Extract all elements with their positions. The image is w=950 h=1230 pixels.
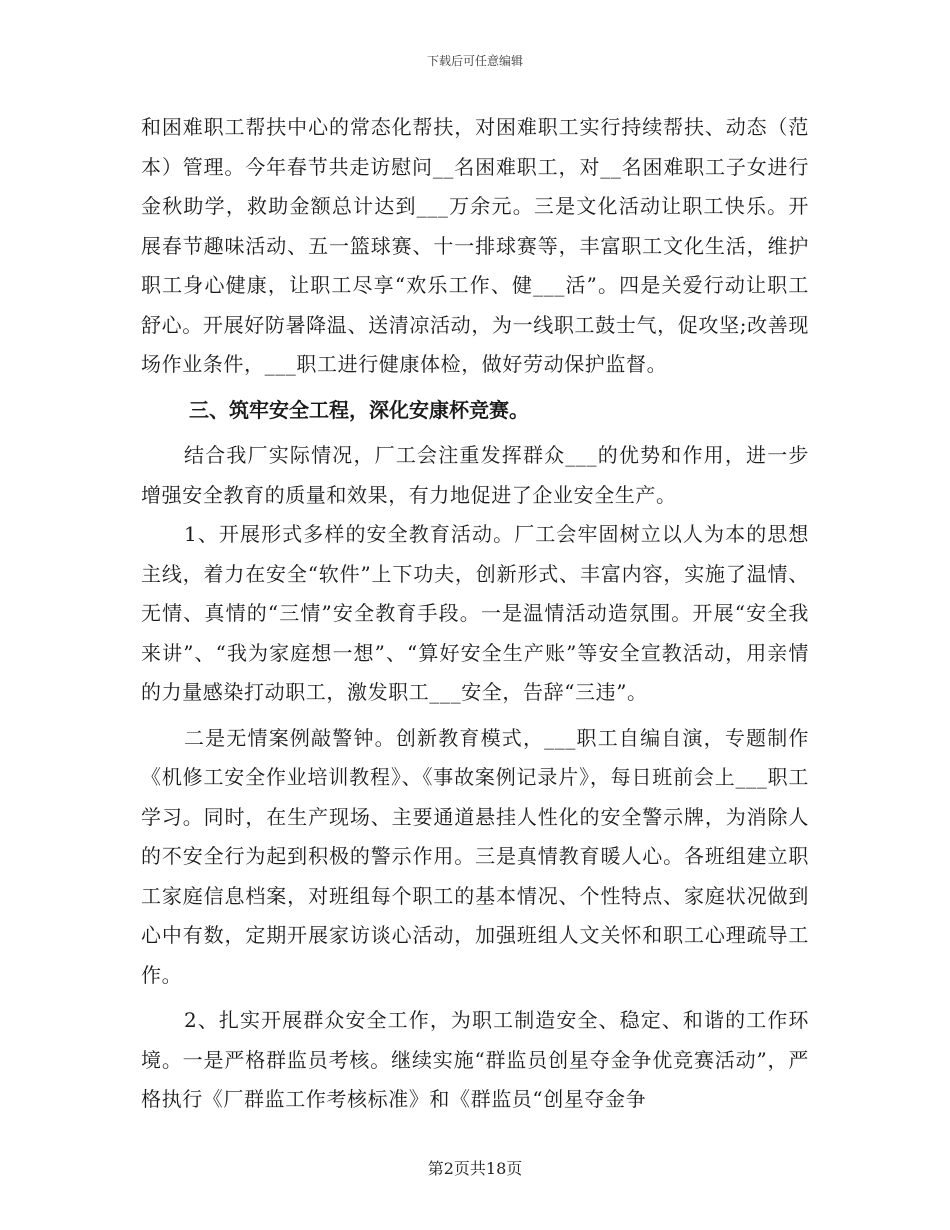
page-header-note: 下载后可任意编辑	[426, 54, 523, 68]
document-body	[141, 108, 809, 1120]
paragraph-4: 二是无情案例敲警钟。创新教育模式，___职工自编自演，专题制作《机修工安全作业培训教程》、《事故案例记录片》，每日班前会上___职工学习。同时，在生产现场、主要通道悬挂人性化的安全警示牌，为消除人的不安全行为起到积极的警示作用。三是真情教育暖人心。各班组建立职工家庭信息档案，对班组每个职工的基本情况、个性特点、家庭状况做到心中有数，定期开展家访谈心活动，加强班组人文关怀和职工心理疏导工作。	[141, 725, 809, 987]
page-footer: 第2页共18页	[427, 1159, 523, 1178]
paragraph-2: 结合我厂实际情况，厂工会注重发挥群众___的优势和作用，进一步增强安全教育的质量和效果，有力地促进了企业安全生产。	[141, 443, 809, 507]
paragraph-3: 1、开展形式多样的安全教育活动。厂工会牢固树立以人为本的思想主线，着力在安全“软件”上下功夫，创新形式、丰富内容，实施了温情、无情、真情的“三情”安全教育手段。一是温情活动造氛围。开展“安全我来讲”、“我为家庭想一想”、“算好安全生产账”等安全宣教活动，用亲情的力量感染打动职工，激发职工___安全，告辞“三违”。	[141, 522, 809, 704]
paragraph-5: 2、扎实开展群众安全工作，为职工制造安全、稳定、和谐的工作环境。一是严格群监员考核。继续实施“群监员创星夺金争优竞赛活动”，严格执行《厂群监工作考核标准》和《群监员“创星夺金争	[141, 1008, 809, 1111]
paragraph-1: 和困难职工帮扶中心的常态化帮扶，对困难职工实行持续帮扶、动态（范本）管理。今年春节共走访慰问__名困难职工，对__名困难职工子女进行金秋助学，救助金额总计达到___万余元。三是文化活动让职工快乐。开展春节趣味活动、五一篮球赛、十一排球赛等，丰富职工文化生活，维护职工身心健康，让职工尽享“欢乐工作、健___活”。四是关爱行动让职工舒心。开展好防暑降温、送清凉活动，为一线职工鼓士气，促攻坚;改善现场作业条件，___职工进行健康体检，做好劳动保护监督。	[141, 115, 809, 376]
section-heading-3: 三、筑牢安全工程，深化安康杯竞赛。	[189, 397, 529, 422]
